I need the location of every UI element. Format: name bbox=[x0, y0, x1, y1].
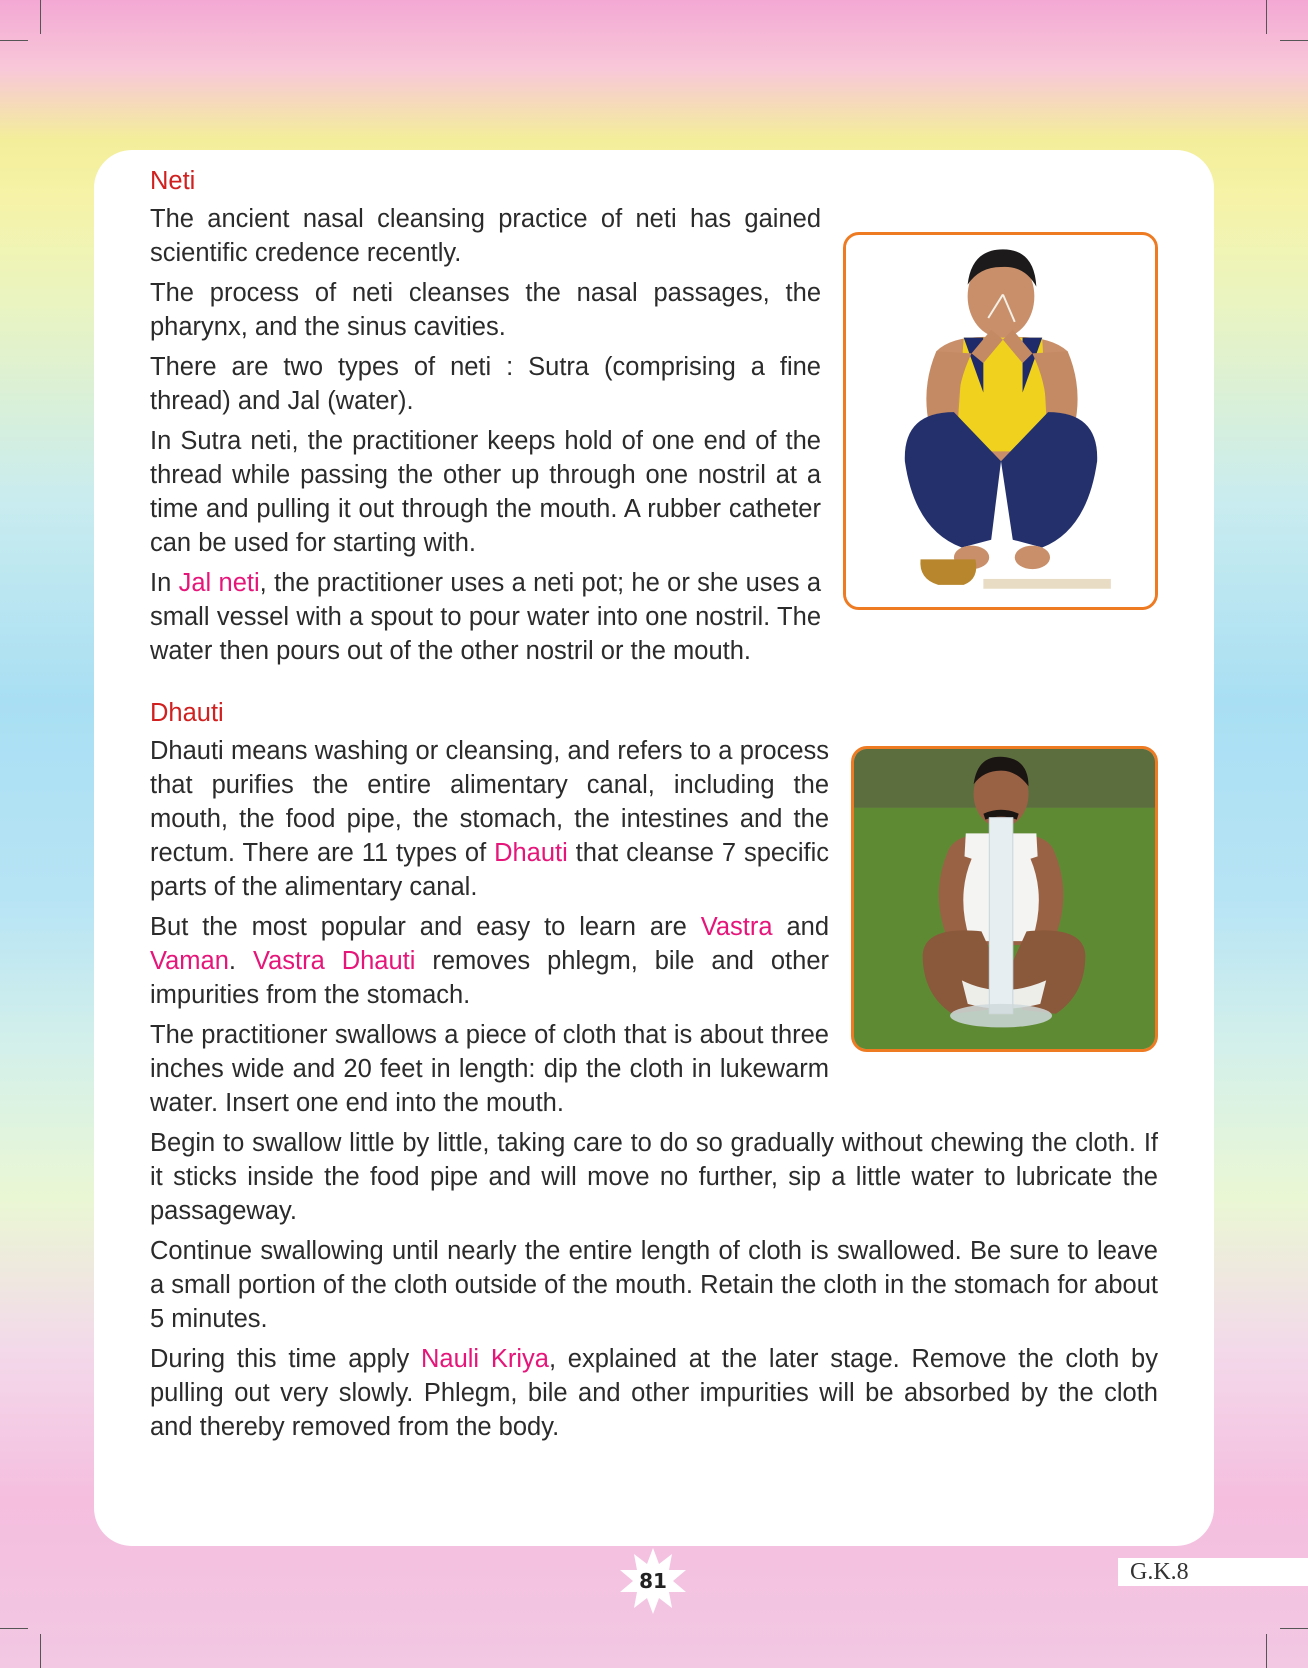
crop-mark bbox=[40, 0, 41, 34]
text-run: that cleanse 7 specific parts of the alimentary canal. bbox=[150, 839, 829, 901]
text-run: Dhauti means washing or cleansing, and refers to a process that purifies the entire alimentary canal, including the mouth, the food pipe, the stomach, the intestines and the rectum. There are 11 types of bbox=[150, 737, 829, 867]
page-number: 81 bbox=[639, 1569, 667, 1593]
section-gap bbox=[150, 674, 1158, 696]
neti-practitioner-image bbox=[846, 235, 1155, 607]
dhauti-heading: Dhauti bbox=[150, 699, 224, 727]
dhauti-photo bbox=[851, 746, 1158, 1052]
crop-mark bbox=[1280, 40, 1308, 41]
vaman-highlight: Vaman bbox=[150, 947, 229, 975]
text-run: removes phlegm, bile and other impurities from the stomach. bbox=[150, 947, 829, 1009]
neti-paragraph-1: The ancient nasal cleansing practice of neti has gained scientific credence recently. bbox=[150, 205, 821, 267]
text-run: But the most popular and easy to learn are bbox=[150, 913, 701, 941]
dhauti-paragraph-4: Begin to swallow little by little, taking care to do so gradually without chewing the cloth. If it sticks inside the food pipe and will move no further, sip a little water to lubricate the passageway. bbox=[150, 1129, 1158, 1225]
crop-mark bbox=[1266, 1634, 1267, 1668]
crop-mark bbox=[40, 1634, 41, 1668]
text-run: , explained at the later stage. Remove the cloth by pulling out very slowly. Phlegm, bile and other impurities will be absorbed by the cloth and thereby removed from the body. bbox=[150, 1345, 1158, 1441]
page-number-badge bbox=[618, 1546, 688, 1616]
dhauti-paragraph-6 bbox=[150, 1342, 1158, 1444]
text-run: In bbox=[150, 569, 179, 597]
text-run: and bbox=[772, 913, 829, 941]
crop-mark bbox=[0, 40, 28, 41]
vastra-dhauti-highlight: Vastra Dhauti bbox=[252, 947, 416, 975]
dhauti-highlight: Dhauti bbox=[494, 839, 568, 867]
text-run: . bbox=[228, 947, 236, 975]
neti-paragraph-3: There are two types of neti : Sutra (comprising a fine thread) and Jal (water). bbox=[150, 353, 821, 415]
dhauti-paragraph-3: The practitioner swallows a piece of cloth that is about three inches wide and 20 feet in length: dip the cloth in lukewarm water. Insert one end into the mouth. bbox=[150, 1021, 829, 1117]
crop-mark bbox=[1280, 1628, 1308, 1629]
content-card bbox=[94, 150, 1214, 1546]
dhauti-practitioner-image bbox=[854, 749, 1155, 1049]
dhauti-paragraph-5: Continue swallowing until nearly the entire length of cloth is swallowed. Be sure to leave a small portion of the cloth outside of the mouth. Retain the cloth in the stomach for about 5 minutes. bbox=[150, 1237, 1158, 1333]
neti-photo bbox=[843, 232, 1158, 610]
text-run: , the practitioner uses a neti pot; he or she uses a small vessel with a spout to pour water into one nostril. The water then pours out of the other nostril or the mouth. bbox=[150, 569, 821, 665]
text-run: During this time apply bbox=[150, 1345, 421, 1373]
crop-mark bbox=[0, 1628, 28, 1629]
jal-neti-highlight: Jal neti bbox=[178, 569, 260, 597]
neti-heading: Neti bbox=[150, 167, 196, 195]
page-content bbox=[150, 164, 1158, 1450]
crop-mark bbox=[1266, 0, 1267, 34]
nauli-kriya-highlight: Nauli Kriya bbox=[420, 1345, 549, 1373]
book-code: G.K.8 bbox=[1118, 1558, 1308, 1586]
vastra-highlight: Vastra bbox=[700, 913, 773, 941]
neti-paragraph-2: The process of neti cleanses the nasal passages, the pharynx, and the sinus cavities. bbox=[150, 279, 821, 341]
neti-paragraph-4: In Sutra neti, the practitioner keeps hold of one end of the thread while passing the other up through one nostril at a time and pulling it out through the mouth. A rubber catheter can be used for starting with. bbox=[150, 427, 821, 557]
